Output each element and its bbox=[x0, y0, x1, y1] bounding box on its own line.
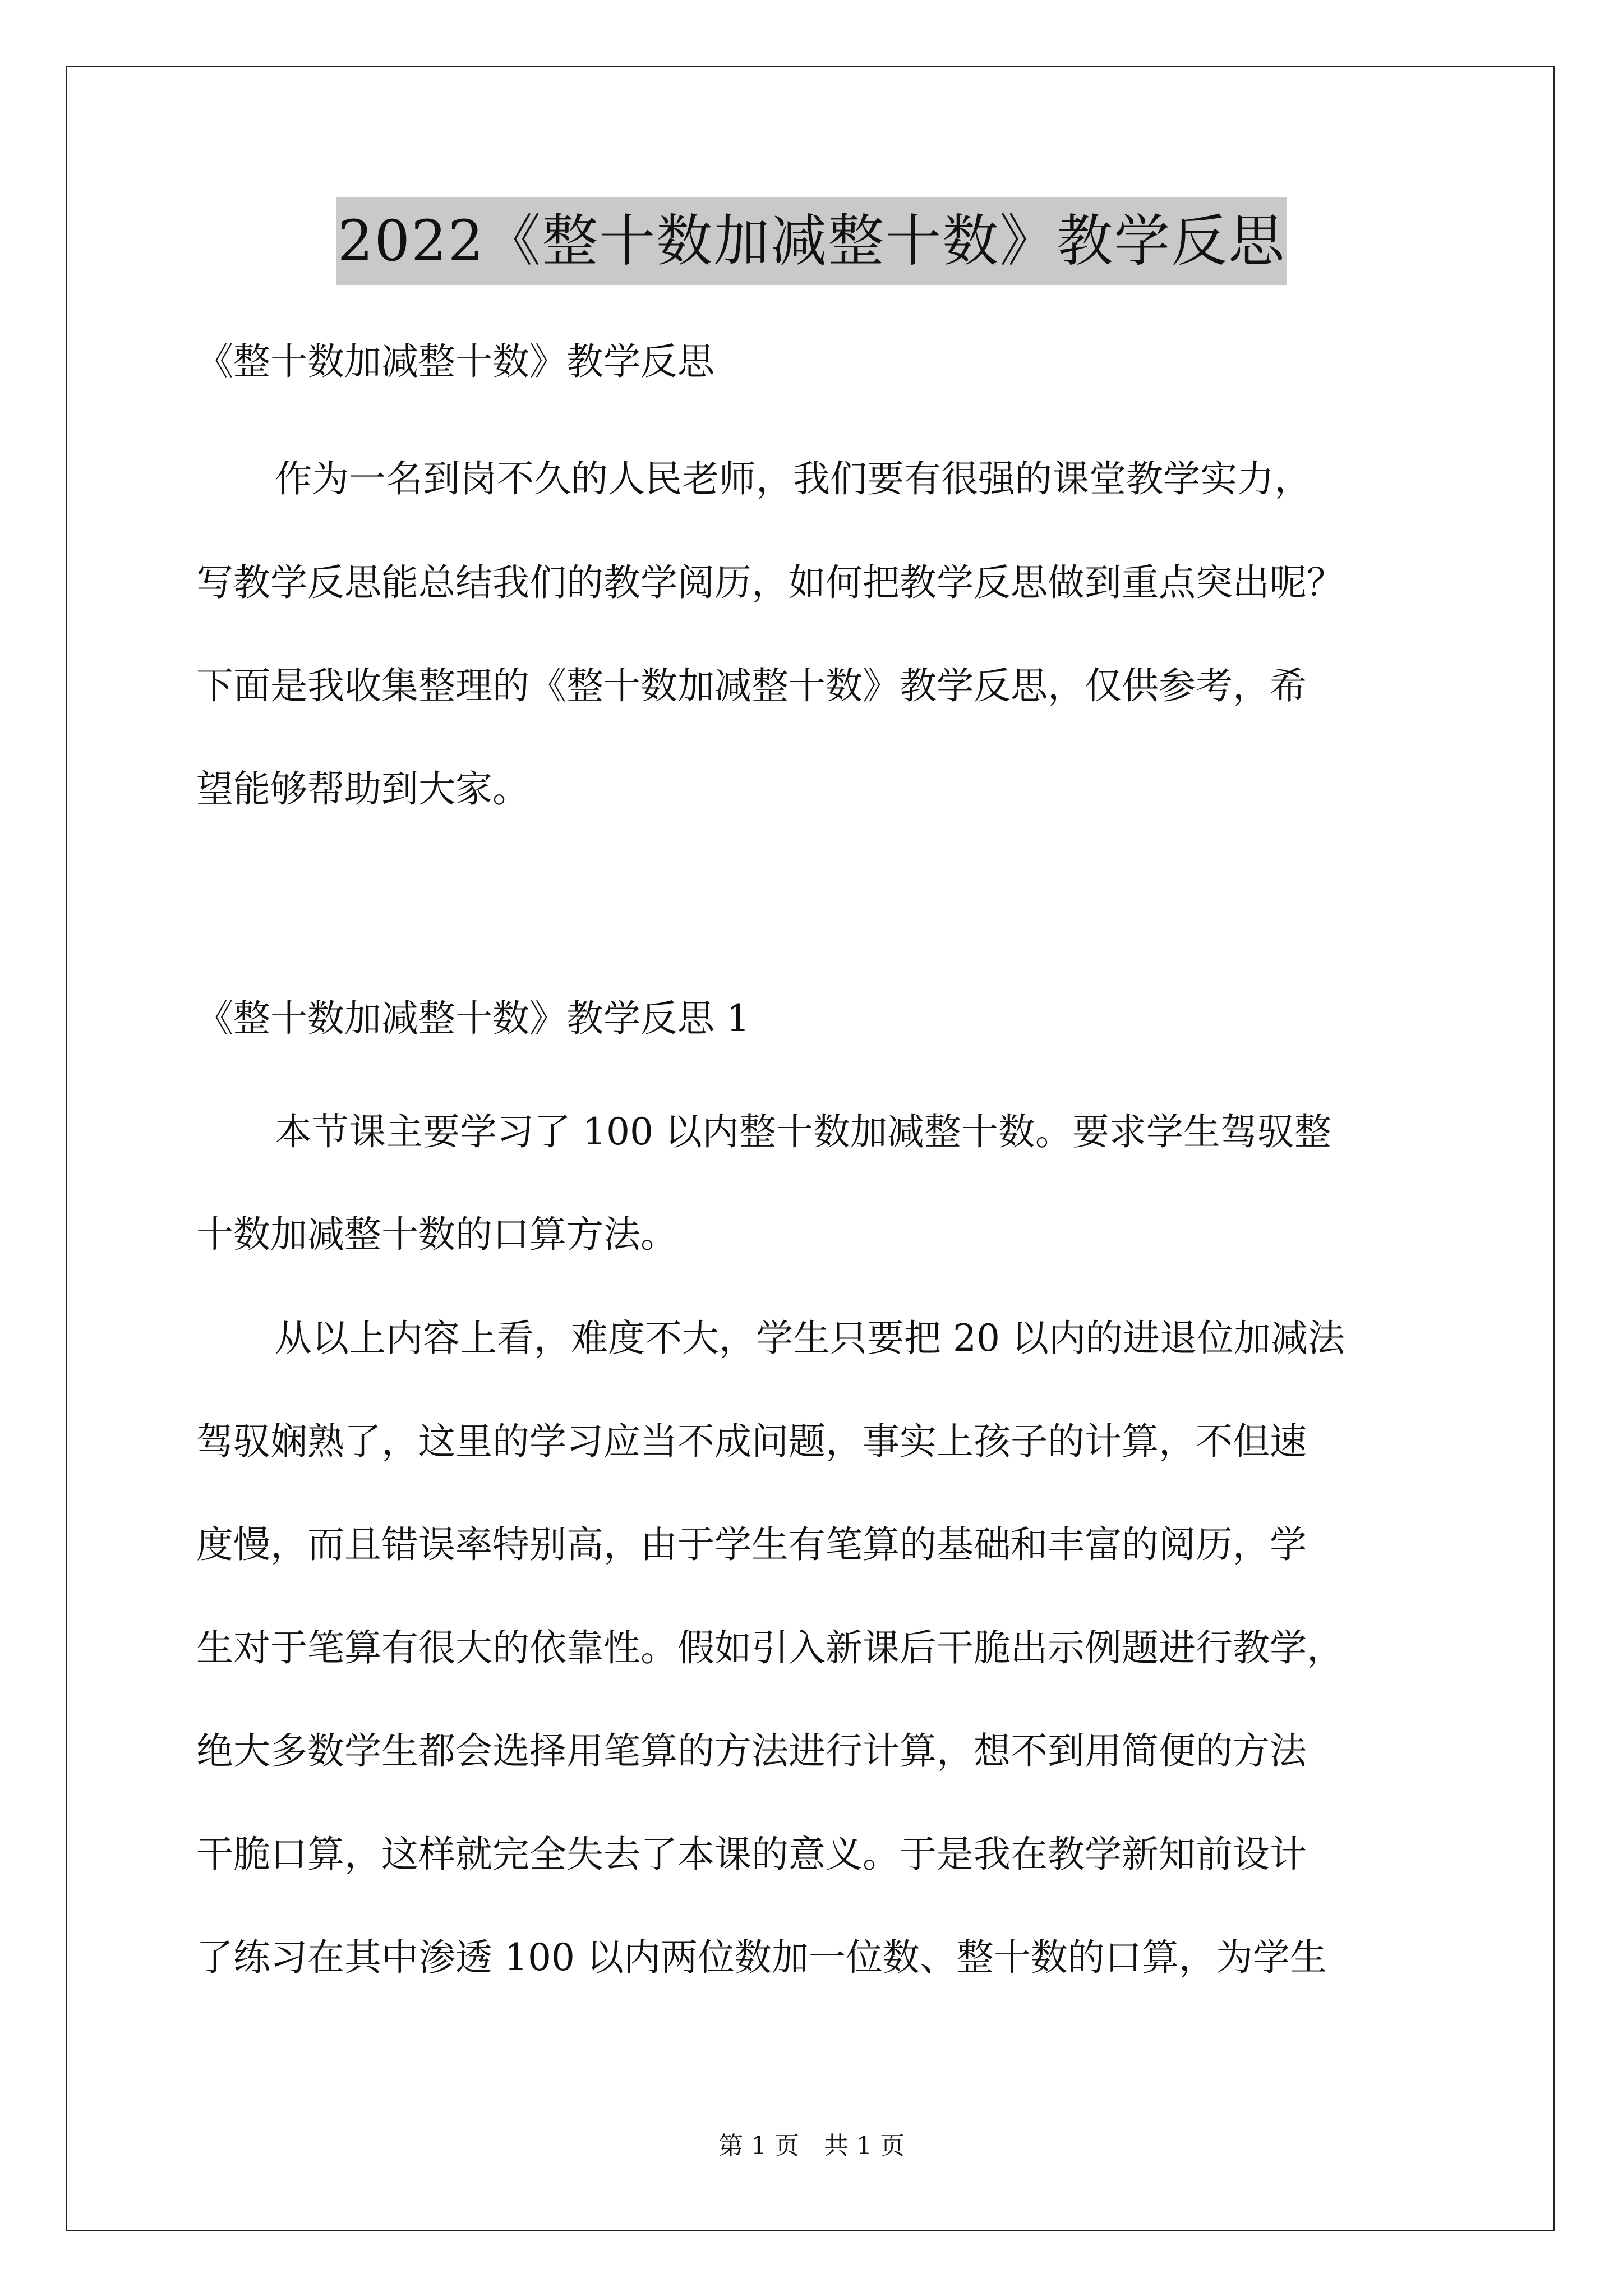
intro-line: 下面是我收集整理的《整十数加减整十数》教学反思，仅供参考，希 bbox=[196, 664, 1307, 707]
paragraph-line: 绝大多数学生都会选择用笔算的方法进行计算，想不到用简便的方法 bbox=[196, 1729, 1307, 1773]
paragraph-line: 本节课主要学习了 100 以内整十数加减整十数。要求学生驾驭整 bbox=[275, 1110, 1331, 1153]
intro-heading: 《整十数加减整十数》教学反思 bbox=[196, 340, 714, 383]
intro-line: 写教学反思能总结我们的教学阅历，如何把教学反思做到重点突出呢？ bbox=[196, 561, 1344, 604]
paragraph-line: 十数加减整十数的口算方法。 bbox=[196, 1213, 677, 1256]
page-number: 第 1 页 共 1 页 bbox=[718, 2132, 905, 2160]
paragraph-line: 度慢，而且错误率特别高，由于学生有笔算的基础和丰富的阅历，学 bbox=[196, 1523, 1307, 1566]
paragraph-line: 干脆口算，这样就完全失去了本课的意义。于是我在教学新知前设计 bbox=[196, 1833, 1307, 1876]
title-container bbox=[0, 197, 1623, 285]
intro-line: 望能够帮助到大家。 bbox=[196, 767, 529, 811]
document-title: 2022《整十数加减整十数》教学反思 bbox=[336, 197, 1287, 285]
paragraph-line: 了练习在其中渗透 100 以内两位数加一位数、整十数的口算，为学生 bbox=[196, 1936, 1327, 1979]
paragraph-line: 从以上内容上看，难度不大，学生只要把 20 以内的进退位加减法 bbox=[275, 1317, 1345, 1360]
paragraph-line: 生对于笔算有很大的依靠性。假如引入新课后干脆出示例题进行教学， bbox=[196, 1626, 1344, 1669]
paragraph-line: 驾驭娴熟了，这里的学习应当不成问题，事实上孩子的计算，不但速 bbox=[196, 1420, 1307, 1463]
intro-line: 作为一名到岗不久的人民老师，我们要有很强的课堂教学实力， bbox=[275, 457, 1311, 500]
section-heading: 《整十数加减整十数》教学反思 1 bbox=[196, 997, 750, 1040]
